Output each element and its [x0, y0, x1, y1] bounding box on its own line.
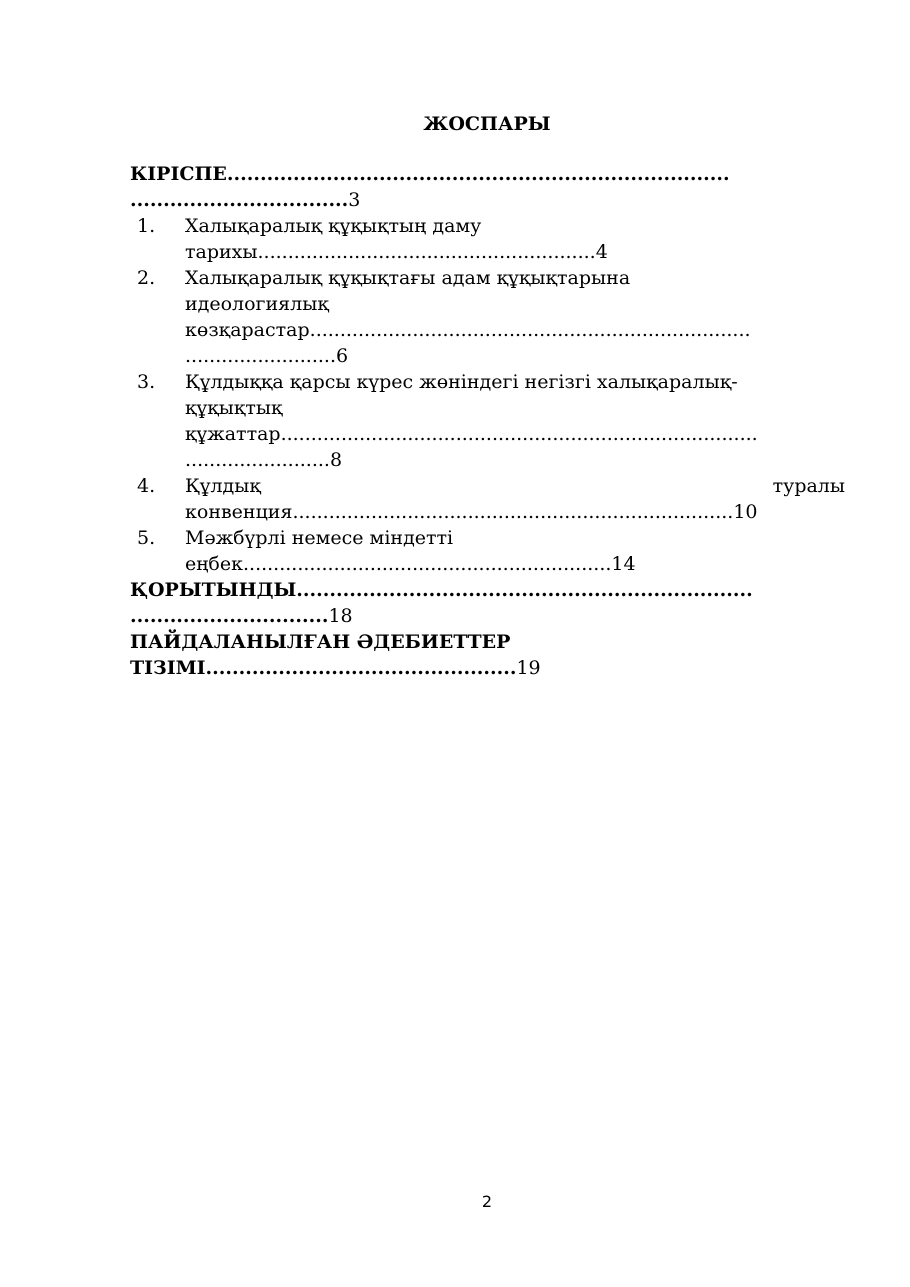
toc-page-number: 14 — [611, 553, 636, 575]
toc-entry-leader — [185, 343, 845, 369]
toc-entry-5 — [130, 525, 845, 577]
toc-entry-label — [185, 473, 845, 499]
page-number: 2 — [481, 1192, 493, 1211]
toc-entry-label: Халықаралық құқықтағы адам құқықтарына — [185, 267, 631, 289]
toc-entry-label-cont: идеологиялық — [185, 293, 329, 315]
toc-leader-dots: конвенция......................................................................... — [185, 501, 734, 523]
toc-leader-dots: тарихы........................................................ — [185, 241, 596, 263]
toc-page-number: 3 — [348, 189, 361, 211]
toc-page-number: 6 — [336, 345, 349, 367]
toc-entry-references — [130, 629, 845, 681]
toc-entry-label-cont: құжаттар............................................................................... — [185, 423, 758, 445]
toc-entry-introduction — [130, 161, 845, 213]
toc-entry-label: Құлдыққа қарсы күрес жөніндегі негізгі халықаралық- — [185, 371, 738, 393]
toc-leader-dots: ................................. — [130, 189, 349, 211]
toc-entry-number: 4. — [137, 475, 156, 497]
toc-entry-leader — [130, 603, 845, 629]
toc-page-number: 19 — [516, 657, 541, 679]
toc-entry-conclusion — [130, 577, 845, 629]
toc-leader-dots: ТІЗІМІ............................................... — [130, 657, 517, 679]
toc-leader-dots: ........................ — [185, 449, 330, 471]
toc-entry-3 — [130, 369, 845, 473]
toc-entry-number: 3. — [137, 371, 156, 393]
toc-entry-1 — [130, 213, 845, 265]
toc-entry-2 — [130, 265, 845, 369]
toc-entry-number: 2. — [137, 267, 156, 289]
toc-page-number: 18 — [328, 605, 353, 627]
toc-entry-label-left: Құлдық — [185, 475, 261, 497]
page-title: ЖОСПАРЫ — [423, 113, 551, 135]
toc-entry-label: Халықаралық құқықтың даму — [185, 215, 482, 237]
toc-entry-leader — [185, 447, 845, 473]
toc-page-number: 8 — [329, 449, 343, 471]
toc-entry-leader — [130, 187, 845, 213]
toc-entry-label-cont: құқықтық — [185, 397, 283, 419]
toc-entry-label-right: туралы — [772, 475, 845, 497]
toc-entry-leader — [185, 551, 845, 577]
toc-entry-label: КІРІСПЕ............................................................................ — [130, 163, 730, 185]
toc-entry-leader — [185, 499, 845, 525]
toc-leader-dots: еңбек............................................................. — [185, 553, 612, 575]
toc-entry-label: ҚОРЫТЫНДЫ..................................................................... — [130, 579, 753, 601]
toc-entry-leader — [130, 655, 845, 681]
table-of-contents — [130, 161, 845, 681]
toc-entry-leader — [185, 239, 845, 265]
toc-entry-4 — [130, 473, 845, 525]
toc-entry-label-cont: көзқарастар......................................................................... — [185, 319, 751, 341]
toc-entry-label: Мәжбүрлі немесе міндетті — [185, 527, 454, 549]
toc-leader-dots: .............................. — [130, 605, 329, 627]
toc-entry-label: ПАЙДАЛАНЫЛҒАН ӘДЕБИЕТТЕР — [130, 631, 511, 653]
toc-page-number: 4 — [595, 241, 608, 263]
toc-leader-dots: ......................... — [185, 345, 336, 367]
toc-page-number: 10 — [733, 501, 758, 523]
toc-entry-number: 5. — [137, 527, 156, 549]
toc-entry-number: 1. — [137, 215, 156, 237]
